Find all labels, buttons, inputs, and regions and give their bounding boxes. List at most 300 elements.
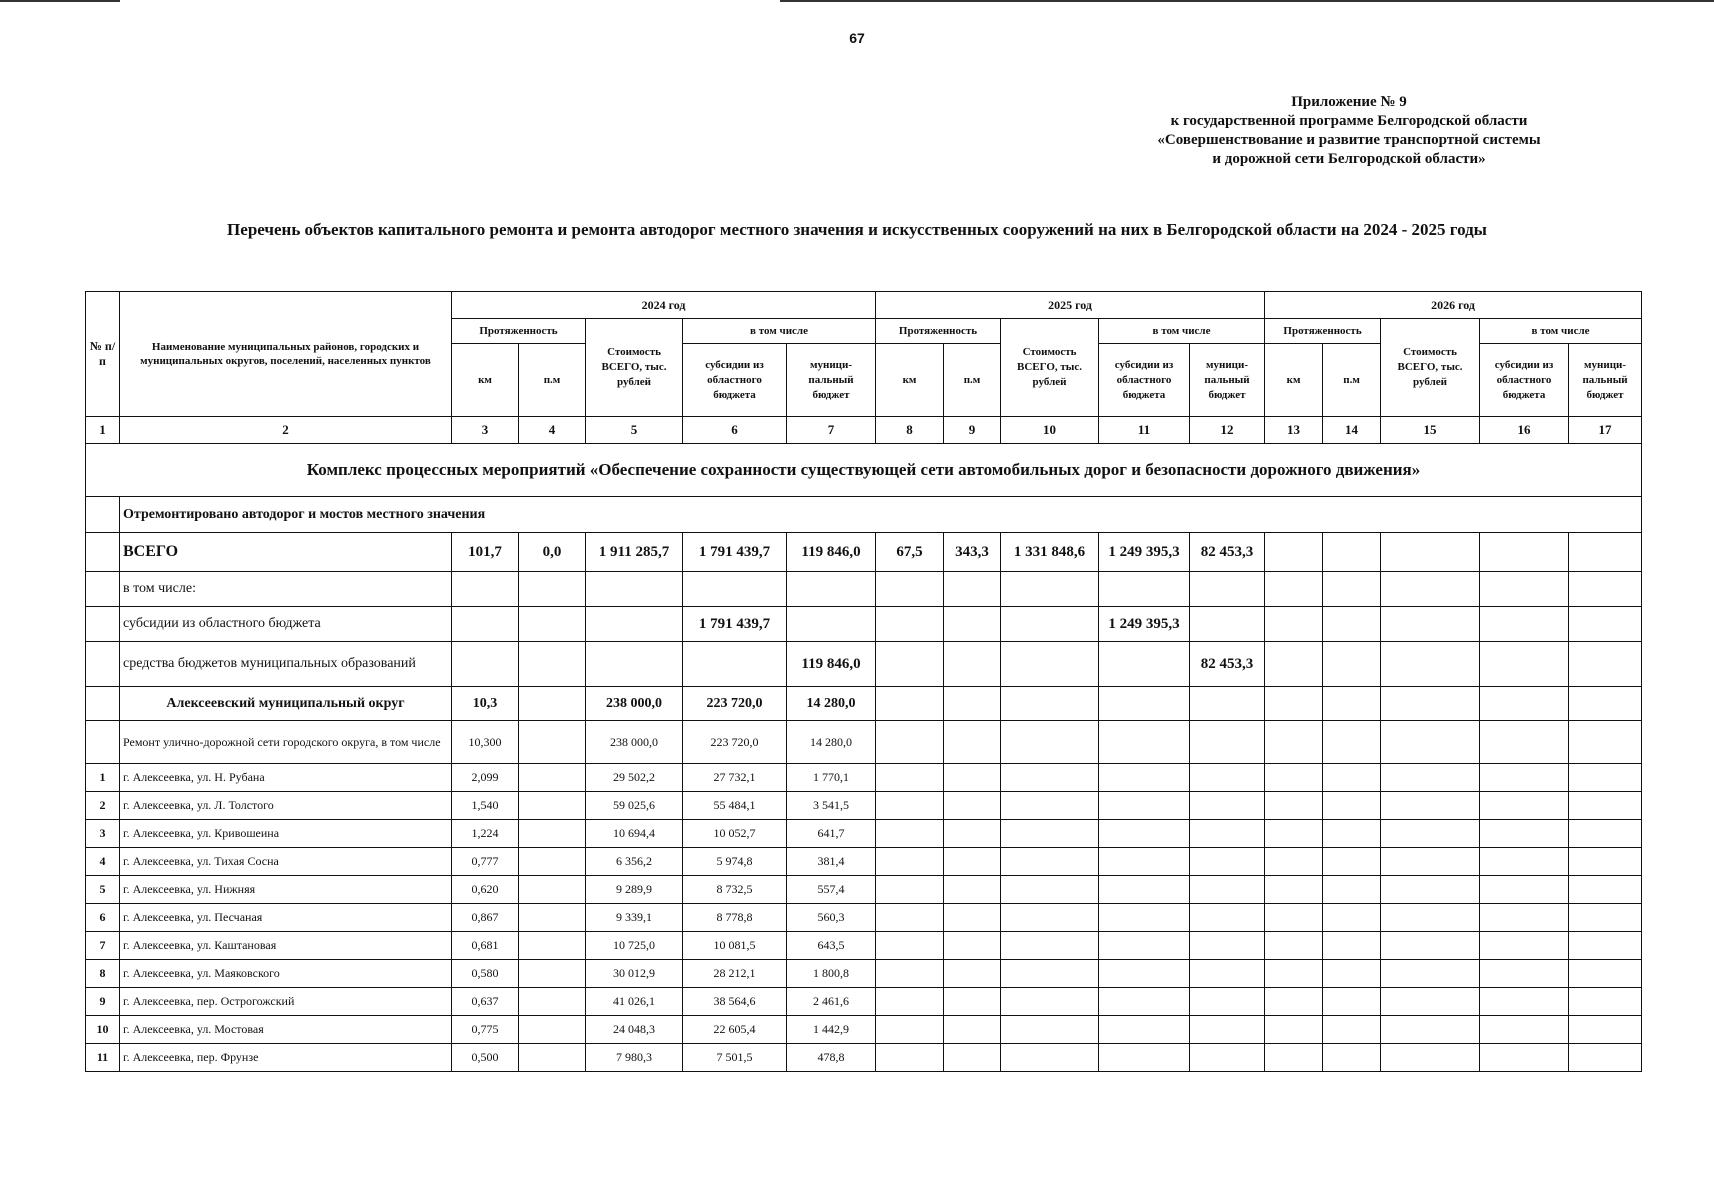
empty-cell <box>519 820 586 848</box>
header-nn: № п/п <box>86 292 120 417</box>
empty-cell <box>1001 876 1099 904</box>
total-value: 1 249 395,3 <box>1099 533 1190 572</box>
empty-cell <box>1323 876 1381 904</box>
repair-name: Ремонт улично-дорожной сети городского округа, в том числе <box>120 721 452 764</box>
column-numbers-row <box>86 417 1642 444</box>
km-value: 1,540 <box>452 792 519 820</box>
empty-cell <box>1265 687 1323 721</box>
including-row <box>86 572 1642 607</box>
empty-cell <box>1099 988 1190 1016</box>
empty-cell <box>1265 1016 1323 1044</box>
subsidy-2025-value: 1 249 395,3 <box>1099 607 1190 642</box>
empty-cell <box>586 642 683 687</box>
empty-cell <box>944 572 1001 607</box>
empty-cell <box>944 607 1001 642</box>
group-title: Отремонтировано автодорог и мостов местного значения <box>120 497 1642 533</box>
district-km: 10,3 <box>452 687 519 721</box>
empty-cell <box>1001 904 1099 932</box>
street-name: г. Алексеевка, пер. Фрунзе <box>120 1044 452 1072</box>
empty-cell <box>1381 572 1480 607</box>
header-pm: п.м <box>1323 344 1381 417</box>
empty-cell <box>1001 792 1099 820</box>
header-cost: Стоимость ВСЕГО, тыс. рублей <box>1381 319 1480 417</box>
empty-cell <box>1569 848 1642 876</box>
empty-cell <box>944 642 1001 687</box>
empty-cell <box>944 687 1001 721</box>
empty-cell <box>1190 932 1265 960</box>
empty-cell <box>1323 932 1381 960</box>
empty-cell <box>1323 764 1381 792</box>
km-value: 2,099 <box>452 764 519 792</box>
empty-cell <box>1381 1016 1480 1044</box>
empty-cell <box>1323 792 1381 820</box>
empty-cell <box>876 988 944 1016</box>
empty-cell <box>1480 876 1569 904</box>
total-value: 67,5 <box>876 533 944 572</box>
empty-cell <box>1265 820 1323 848</box>
row-number: 1 <box>86 764 120 792</box>
cost-value: 9 339,1 <box>586 904 683 932</box>
total-label: ВСЕГО <box>120 533 452 572</box>
empty-cell <box>519 572 586 607</box>
empty-cell <box>519 932 586 960</box>
complex-title: Комплекс процессных мероприятий «Обеспечение сохранности существующей сети автомобильных дорог и безопасности дорожного движения» <box>86 444 1642 497</box>
empty-cell <box>944 721 1001 764</box>
km-value: 0,777 <box>452 848 519 876</box>
total-row <box>86 533 1642 572</box>
table-row <box>86 820 1642 848</box>
total-value: 101,7 <box>452 533 519 572</box>
empty-cell <box>1323 820 1381 848</box>
empty-cell <box>1480 792 1569 820</box>
empty-cell <box>1381 904 1480 932</box>
empty-cell <box>944 764 1001 792</box>
column-number: 2 <box>120 417 452 444</box>
subsidy-value: 5 974,8 <box>683 848 787 876</box>
empty-cell <box>1480 764 1569 792</box>
header-length: Протяженность <box>452 319 586 344</box>
empty-cell <box>1190 687 1265 721</box>
empty-cell <box>1480 932 1569 960</box>
empty-cell <box>944 820 1001 848</box>
table-row <box>86 960 1642 988</box>
table-row <box>86 1044 1642 1072</box>
header-cost: Стоимость ВСЕГО, тыс. рублей <box>586 319 683 417</box>
header-subsidy: субсидии из областного бюджета <box>1099 344 1190 417</box>
document-title: Перечень объектов капитального ремонта и ремонта автодорог местного значения и искусственных сооружений на них в Белгородской области на 2024 - 2025 годы <box>227 220 1487 239</box>
subsidy-value: 10 081,5 <box>683 932 787 960</box>
empty-cell <box>1323 960 1381 988</box>
empty-cell <box>683 642 787 687</box>
empty-cell <box>1569 642 1642 687</box>
table-row <box>86 1016 1642 1044</box>
column-number: 9 <box>944 417 1001 444</box>
row-number: 4 <box>86 848 120 876</box>
empty-cell <box>876 607 944 642</box>
column-number: 6 <box>683 417 787 444</box>
empty-cell <box>1323 572 1381 607</box>
empty-cell <box>1001 607 1099 642</box>
header-subsidy: субсидии из областного бюджета <box>1480 344 1569 417</box>
empty-cell <box>1381 764 1480 792</box>
header-cost: Стоимость ВСЕГО, тыс. рублей <box>1001 319 1099 417</box>
empty-cell <box>1190 764 1265 792</box>
empty-cell <box>452 607 519 642</box>
empty-cell <box>1001 642 1099 687</box>
appendix-line: к государственной программе Белгородской области <box>1170 113 1528 129</box>
municipal-row <box>86 642 1642 687</box>
cost-value: 10 694,4 <box>586 820 683 848</box>
empty-cell <box>1099 848 1190 876</box>
empty-cell <box>1569 721 1642 764</box>
empty-cell <box>519 960 586 988</box>
repair-cost: 238 000,0 <box>586 721 683 764</box>
header-pm: п.м <box>519 344 586 417</box>
empty-cell <box>1480 988 1569 1016</box>
empty-cell <box>1099 764 1190 792</box>
km-value: 0,681 <box>452 932 519 960</box>
municipal-value: 641,7 <box>787 820 876 848</box>
appendix-line: и дорожной сети Белгородской области» <box>1212 151 1486 167</box>
empty-cell <box>1381 988 1480 1016</box>
row-number: 10 <box>86 1016 120 1044</box>
empty-cell <box>1265 572 1323 607</box>
empty-cell <box>1265 533 1323 572</box>
empty-cell <box>1323 642 1381 687</box>
empty-cell <box>1323 607 1381 642</box>
subsidy-value: 22 605,4 <box>683 1016 787 1044</box>
municipal-2024-value: 119 846,0 <box>787 642 876 687</box>
km-value: 0,500 <box>452 1044 519 1072</box>
empty-cell <box>876 792 944 820</box>
empty-cell <box>1099 960 1190 988</box>
empty-cell <box>1480 607 1569 642</box>
row-number: 9 <box>86 988 120 1016</box>
municipal-value: 1 442,9 <box>787 1016 876 1044</box>
empty-cell <box>1569 960 1642 988</box>
empty-cell <box>876 764 944 792</box>
street-name: г. Алексеевка, ул. Каштановая <box>120 932 452 960</box>
empty-cell <box>1569 764 1642 792</box>
row-number: 2 <box>86 792 120 820</box>
empty-cell <box>519 792 586 820</box>
street-name: г. Алексеевка, ул. Нижняя <box>120 876 452 904</box>
empty-cell <box>519 721 586 764</box>
empty-cell <box>1381 533 1480 572</box>
empty-cell <box>1480 572 1569 607</box>
column-number: 10 <box>1001 417 1099 444</box>
municipal-value: 3 541,5 <box>787 792 876 820</box>
empty-cell <box>1099 572 1190 607</box>
empty-cell <box>86 642 120 687</box>
empty-cell <box>787 572 876 607</box>
empty-cell <box>1569 820 1642 848</box>
subsidy-row <box>86 607 1642 642</box>
empty-cell <box>944 1016 1001 1044</box>
column-number: 17 <box>1569 417 1642 444</box>
empty-cell <box>1265 904 1323 932</box>
empty-cell <box>519 687 586 721</box>
column-number: 15 <box>1381 417 1480 444</box>
header-years-row <box>86 292 1642 319</box>
km-value: 0,637 <box>452 988 519 1016</box>
empty-cell <box>876 820 944 848</box>
header-km: км <box>452 344 519 417</box>
appendix-header <box>1114 93 1584 169</box>
total-value: 343,3 <box>944 533 1001 572</box>
district-name: Алексеевский муниципальный округ <box>120 687 452 721</box>
empty-cell <box>1323 988 1381 1016</box>
empty-cell <box>452 642 519 687</box>
empty-cell <box>1190 960 1265 988</box>
subsidy-value: 8 778,8 <box>683 904 787 932</box>
empty-cell <box>519 1044 586 1072</box>
empty-cell <box>944 848 1001 876</box>
empty-cell <box>1190 904 1265 932</box>
column-number: 1 <box>86 417 120 444</box>
subsidy-value: 27 732,1 <box>683 764 787 792</box>
municipal-value: 1 800,8 <box>787 960 876 988</box>
table-row <box>86 932 1642 960</box>
row-number: 11 <box>86 1044 120 1072</box>
empty-cell <box>519 764 586 792</box>
empty-cell <box>1265 876 1323 904</box>
empty-cell <box>1099 932 1190 960</box>
empty-cell <box>1099 904 1190 932</box>
empty-cell <box>1381 1044 1480 1072</box>
empty-cell <box>1099 642 1190 687</box>
table-row <box>86 904 1642 932</box>
total-value: 1 331 848,6 <box>1001 533 1099 572</box>
cost-value: 59 025,6 <box>586 792 683 820</box>
empty-cell <box>1480 904 1569 932</box>
header-pm: п.м <box>944 344 1001 417</box>
empty-cell <box>1001 764 1099 792</box>
scan-top-edge-left <box>0 0 120 2</box>
table-row <box>86 792 1642 820</box>
empty-cell <box>519 988 586 1016</box>
empty-cell <box>1001 572 1099 607</box>
empty-cell <box>876 932 944 960</box>
empty-cell <box>86 533 120 572</box>
empty-cell <box>1001 721 1099 764</box>
empty-cell <box>1265 721 1323 764</box>
empty-cell <box>1099 721 1190 764</box>
street-name: г. Алексеевка, ул. Песчаная <box>120 904 452 932</box>
group-row <box>86 497 1642 533</box>
total-value: 1 911 285,7 <box>586 533 683 572</box>
empty-cell <box>1569 687 1642 721</box>
empty-cell <box>1001 820 1099 848</box>
empty-cell <box>876 642 944 687</box>
empty-cell <box>1569 1044 1642 1072</box>
subsidy-value: 7 501,5 <box>683 1044 787 1072</box>
empty-cell <box>876 904 944 932</box>
km-value: 0,775 <box>452 1016 519 1044</box>
empty-cell <box>1323 1044 1381 1072</box>
empty-cell <box>1265 988 1323 1016</box>
empty-cell <box>1323 687 1381 721</box>
repair-row <box>86 721 1642 764</box>
empty-cell <box>1190 792 1265 820</box>
empty-cell <box>1190 572 1265 607</box>
cost-value: 30 012,9 <box>586 960 683 988</box>
empty-cell <box>1001 988 1099 1016</box>
table-row <box>86 876 1642 904</box>
municipal-value: 1 770,1 <box>787 764 876 792</box>
empty-cell <box>1381 687 1480 721</box>
empty-cell <box>1001 1044 1099 1072</box>
street-name: г. Алексеевка, пер. Острогожский <box>120 988 452 1016</box>
column-number: 12 <box>1190 417 1265 444</box>
empty-cell <box>1569 904 1642 932</box>
empty-cell <box>944 960 1001 988</box>
empty-cell <box>1381 960 1480 988</box>
header-including: в том числе <box>683 319 876 344</box>
empty-cell <box>1381 820 1480 848</box>
header-subsidy: субсидии из областного бюджета <box>683 344 787 417</box>
header-year-2024: 2024 год <box>452 292 876 319</box>
empty-cell <box>1265 607 1323 642</box>
empty-cell <box>1323 721 1381 764</box>
empty-cell <box>1265 960 1323 988</box>
empty-cell <box>1381 721 1480 764</box>
empty-cell <box>1480 848 1569 876</box>
total-value: 1 791 439,7 <box>683 533 787 572</box>
empty-cell <box>876 687 944 721</box>
empty-cell <box>86 687 120 721</box>
appendix-line: Приложение № 9 <box>1291 94 1407 110</box>
column-number: 13 <box>1265 417 1323 444</box>
table-row <box>86 764 1642 792</box>
column-number: 8 <box>876 417 944 444</box>
row-number: 7 <box>86 932 120 960</box>
empty-cell <box>787 607 876 642</box>
street-name: г. Алексеевка, ул. Л. Толстого <box>120 792 452 820</box>
empty-cell <box>1323 904 1381 932</box>
empty-cell <box>1381 876 1480 904</box>
header-municipal: муници-пальный бюджет <box>1190 344 1265 417</box>
empty-cell <box>1190 820 1265 848</box>
empty-cell <box>1190 876 1265 904</box>
repair-subsidy: 223 720,0 <box>683 721 787 764</box>
empty-cell <box>1480 960 1569 988</box>
empty-cell <box>1265 848 1323 876</box>
empty-cell <box>86 607 120 642</box>
column-number: 3 <box>452 417 519 444</box>
row-number: 5 <box>86 876 120 904</box>
empty-cell <box>452 572 519 607</box>
empty-cell <box>1190 607 1265 642</box>
empty-cell <box>86 572 120 607</box>
row-number: 8 <box>86 960 120 988</box>
cost-value: 10 725,0 <box>586 932 683 960</box>
subsidy-label: субсидии из областного бюджета <box>120 607 452 642</box>
empty-cell <box>519 876 586 904</box>
complex-row <box>86 444 1642 497</box>
empty-cell <box>1001 848 1099 876</box>
municipal-value: 560,3 <box>787 904 876 932</box>
empty-cell <box>86 497 120 533</box>
subsidy-value: 55 484,1 <box>683 792 787 820</box>
municipal-2025-value: 82 453,3 <box>1190 642 1265 687</box>
empty-cell <box>586 572 683 607</box>
empty-cell <box>1265 642 1323 687</box>
km-value: 0,867 <box>452 904 519 932</box>
municipal-value: 478,8 <box>787 1044 876 1072</box>
empty-cell <box>1190 988 1265 1016</box>
district-cost: 238 000,0 <box>586 687 683 721</box>
municipal-value: 381,4 <box>787 848 876 876</box>
empty-cell <box>1569 876 1642 904</box>
empty-cell <box>1265 792 1323 820</box>
empty-cell <box>1381 642 1480 687</box>
header-length: Протяженность <box>1265 319 1381 344</box>
street-name: г. Алексеевка, ул. Кривошеина <box>120 820 452 848</box>
empty-cell <box>86 721 120 764</box>
repair-municipal: 14 280,0 <box>787 721 876 764</box>
empty-cell <box>944 1044 1001 1072</box>
row-number: 3 <box>86 820 120 848</box>
column-number: 14 <box>1323 417 1381 444</box>
empty-cell <box>1265 1044 1323 1072</box>
header-length: Протяженность <box>876 319 1001 344</box>
empty-cell <box>519 848 586 876</box>
objects-table <box>85 291 1642 1072</box>
empty-cell <box>1099 820 1190 848</box>
empty-cell <box>1099 1016 1190 1044</box>
empty-cell <box>519 607 586 642</box>
empty-cell <box>1569 533 1642 572</box>
including-label: в том числе: <box>120 572 452 607</box>
total-value: 0,0 <box>519 533 586 572</box>
empty-cell <box>1001 687 1099 721</box>
empty-cell <box>1190 848 1265 876</box>
subsidy-value: 38 564,6 <box>683 988 787 1016</box>
appendix-line: «Совершенствование и развитие транспортной системы <box>1157 132 1541 148</box>
municipal-value: 557,4 <box>787 876 876 904</box>
district-subsidy: 223 720,0 <box>683 687 787 721</box>
empty-cell <box>944 988 1001 1016</box>
empty-cell <box>876 721 944 764</box>
district-municipal: 14 280,0 <box>787 687 876 721</box>
total-value: 82 453,3 <box>1190 533 1265 572</box>
empty-cell <box>1099 792 1190 820</box>
empty-cell <box>876 876 944 904</box>
empty-cell <box>1569 988 1642 1016</box>
column-number: 16 <box>1480 417 1569 444</box>
empty-cell <box>944 792 1001 820</box>
km-value: 0,620 <box>452 876 519 904</box>
header-including: в том числе <box>1099 319 1265 344</box>
empty-cell <box>1265 932 1323 960</box>
empty-cell <box>876 1044 944 1072</box>
cost-value: 7 980,3 <box>586 1044 683 1072</box>
empty-cell <box>519 1016 586 1044</box>
empty-cell <box>876 1016 944 1044</box>
empty-cell <box>1480 820 1569 848</box>
empty-cell <box>1381 607 1480 642</box>
table-row <box>86 988 1642 1016</box>
header-km: км <box>1265 344 1323 417</box>
municipal-label: средства бюджетов муниципальных образований <box>120 642 452 687</box>
scan-top-edge-right <box>780 0 1714 2</box>
municipal-value: 2 461,6 <box>787 988 876 1016</box>
empty-cell <box>944 876 1001 904</box>
empty-cell <box>1099 1044 1190 1072</box>
municipal-value: 643,5 <box>787 932 876 960</box>
empty-cell <box>1099 687 1190 721</box>
